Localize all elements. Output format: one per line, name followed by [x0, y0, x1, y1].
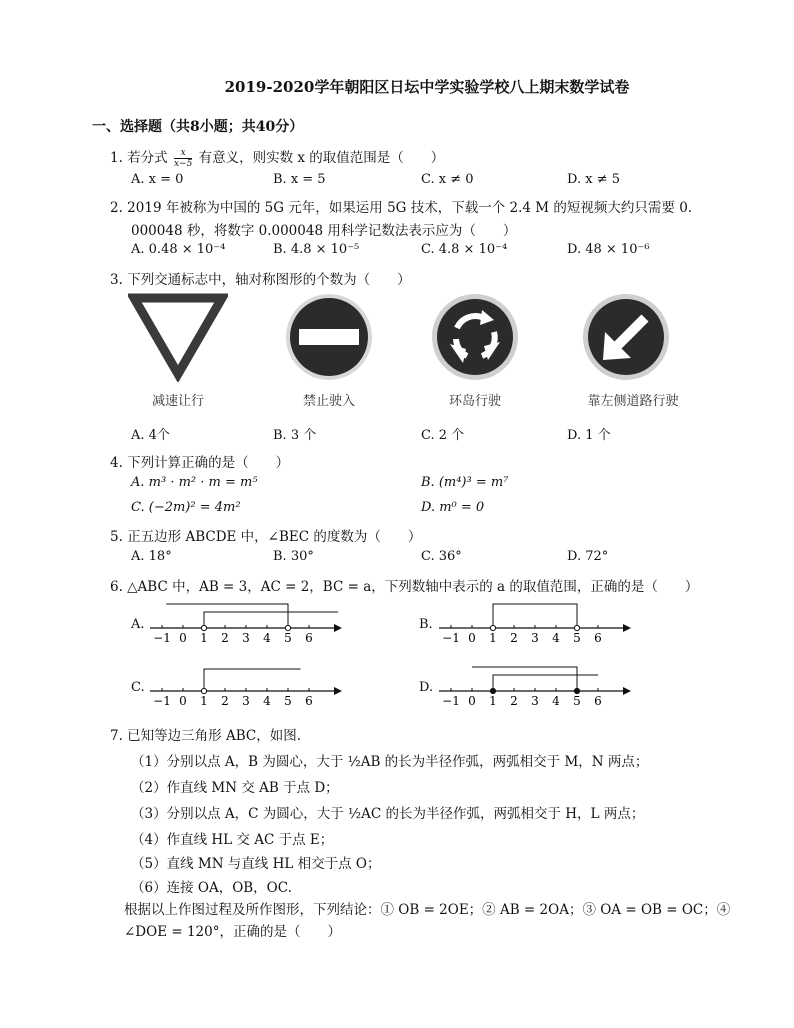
axis-arrow-icon: [334, 687, 342, 695]
roundabout-sign-icon: [430, 292, 520, 382]
range-bracket: [472, 667, 577, 689]
number-line-a: [148, 596, 348, 644]
tick-label: 5: [573, 694, 581, 707]
q4-option-b[interactable]: B. (m⁴)³ = m⁷: [421, 475, 509, 490]
endpoint-dot: [574, 688, 579, 693]
tick-label: 5: [284, 694, 292, 707]
q4-option-a[interactable]: A. m³ · m² · m = m⁵: [131, 475, 258, 490]
q2-line2: 000048 秒，将数字 0.000048 用科学记数法表示应为（ ）: [131, 223, 517, 239]
q3-option-a[interactable]: A. 4个: [131, 428, 170, 443]
q7-step-1: （1）分别以点 A，B 为圆心，大于 ½AB 的长为半径作弧，两弧相交于 M，N 两点；: [131, 754, 649, 770]
q2-option-c[interactable]: C. 4.8 × 10⁻⁴: [421, 242, 508, 257]
range-bracket: [204, 612, 338, 626]
q7-text: 7. 已知等边三角形 ABC，如图.: [110, 728, 302, 744]
q4-text: 4. 下列计算正确的是（ ）: [110, 455, 290, 471]
tick-label: 1: [489, 631, 497, 644]
sign-label-1: 减速让行: [151, 394, 204, 409]
tick-label: −1: [153, 631, 171, 644]
q1-fraction: [174, 148, 192, 169]
q3-option-b[interactable]: B. 3 个: [273, 428, 317, 443]
q5-option-d[interactable]: D. 72°: [567, 549, 609, 564]
q7-conclusion-line2: ∠DOE = 120°，正确的是（ ）: [124, 924, 341, 940]
tick-label: 3: [531, 631, 539, 644]
tick-label: 4: [552, 694, 560, 707]
tick-label: 0: [179, 694, 187, 707]
q7-step-3: （3）分别以点 A，C 为圆心，大于 ½AC 的长为半径作弧，两弧相交于 H，L 两点；: [131, 806, 645, 822]
q1-prefix: 1. 若分式: [110, 150, 168, 166]
q1-frac-den: x−5: [173, 159, 193, 169]
tick-label: 4: [263, 694, 271, 707]
tick-label: −1: [153, 694, 171, 707]
tick-label: 2: [221, 631, 229, 644]
tick-label: 6: [305, 694, 313, 707]
q7-step-4: （4）作直线 HL 交 AC 于点 E；: [131, 832, 334, 848]
sign-label-3: 环岛行驶: [448, 394, 501, 409]
tick-label: 5: [284, 631, 292, 644]
tick-label: 2: [221, 694, 229, 707]
q5-text: 5. 正五边形 ABCDE 中，∠BEC 的度数为（ ）: [110, 529, 422, 545]
range-bracket: [493, 675, 598, 689]
q2-option-b[interactable]: B. 4.8 × 10⁻⁵: [273, 242, 360, 257]
q5-option-c[interactable]: C. 36°: [421, 549, 462, 564]
tick-label: 2: [510, 631, 518, 644]
tick-label: 4: [552, 631, 560, 644]
q1-option-b[interactable]: B. x = 5: [273, 172, 326, 187]
tick-label: 1: [200, 631, 208, 644]
q4-option-d[interactable]: D. m⁰ = 0: [421, 500, 485, 515]
tick-label: 3: [242, 631, 250, 644]
keep-left-sign-icon: [581, 292, 671, 382]
number-line-c: [148, 659, 348, 707]
tick-label: −1: [442, 694, 460, 707]
q7-step-2: （2）作直线 MN 交 AB 于点 D；: [131, 780, 339, 796]
range-bracket: [166, 604, 288, 626]
q1-frac-num: x: [174, 148, 192, 159]
q6-option-a-label[interactable]: A.: [131, 617, 145, 632]
q6-text: 6. △ABC 中，AB = 3，AC = 2，BC = a，下列数轴中表示的 a 的取值范围，正确的是（ ）: [110, 579, 699, 595]
q1-option-c[interactable]: C. x ≠ 0: [421, 172, 474, 187]
endpoint-dot: [201, 625, 206, 630]
q7-conclusion-line1: 根据以上作图过程及所作图形，下列结论：① OB = 2OE；② AB = 2OA；③ OA = OB = OC；④: [124, 902, 731, 918]
q1-suffix: 有意义，则实数 x 的取值范围是（ ）: [198, 150, 445, 166]
sign-label-2: 禁止驶入: [302, 394, 355, 409]
yield-sign-icon: [128, 292, 228, 382]
no-entry-sign-icon: [284, 292, 374, 382]
tick-label: 6: [594, 694, 602, 707]
q1-option-a[interactable]: A. x = 0: [131, 172, 184, 187]
q6-option-d-label[interactable]: D.: [419, 680, 434, 695]
range-bracket: [204, 669, 301, 689]
q3-option-c[interactable]: C. 2 个: [421, 428, 465, 443]
tick-label: 1: [489, 694, 497, 707]
q1-option-d[interactable]: D. x ≠ 5: [567, 172, 620, 187]
sign-label-4: 靠左侧道路行驶: [587, 394, 679, 409]
tick-label: 0: [468, 631, 476, 644]
section-heading: 一、选择题（共8小题；共40分）: [92, 119, 304, 135]
q4-option-c[interactable]: C. (−2m)² = 4m²: [131, 500, 241, 515]
q3-text: 3. 下列交通标志中，轴对称图形的个数为（ ）: [110, 272, 411, 288]
q3-option-d[interactable]: D. 1 个: [567, 428, 611, 443]
tick-label: 6: [594, 631, 602, 644]
q2-option-d[interactable]: D. 48 × 10⁻⁶: [567, 242, 650, 257]
tick-label: 3: [242, 694, 250, 707]
number-line-d: [437, 659, 637, 707]
axis-arrow-icon: [334, 624, 342, 632]
tick-label: 3: [531, 694, 539, 707]
endpoint-dot: [201, 688, 206, 693]
q5-option-b[interactable]: B. 30°: [273, 549, 314, 564]
axis-arrow-icon: [623, 687, 631, 695]
q7-step-5: （5）直线 MN 与直线 HL 相交于点 O；: [131, 856, 381, 872]
tick-label: 0: [468, 694, 476, 707]
tick-label: 6: [305, 631, 313, 644]
q2-option-a[interactable]: A. 0.48 × 10⁻⁴: [131, 242, 226, 257]
q6-option-b-label[interactable]: B.: [419, 617, 433, 632]
tick-label: −1: [442, 631, 460, 644]
tick-label: 1: [200, 694, 208, 707]
number-line-b: [437, 596, 637, 644]
axis-arrow-icon: [623, 624, 631, 632]
q5-option-a[interactable]: A. 18°: [131, 549, 172, 564]
q2-line1: 2. 2019 年被称为中国的 5G 元年，如果运用 5G 技术，下载一个 2.4 M 的短视频大约只需要 0.: [110, 200, 693, 216]
endpoint-dot: [285, 625, 290, 630]
q7-step-6: （6）连接 OA，OB，OC.: [131, 880, 292, 896]
tick-label: 5: [573, 631, 581, 644]
question-1: [110, 146, 444, 169]
q6-option-c-label[interactable]: C.: [131, 680, 145, 695]
tick-label: 4: [263, 631, 271, 644]
exam-title: 2019-2020学年朝阳区日坛中学实验学校八上期末数学试卷: [224, 78, 630, 96]
tick-label: 0: [179, 631, 187, 644]
endpoint-dot: [490, 688, 495, 693]
endpoint-dot: [574, 625, 579, 630]
range-bracket: [493, 604, 577, 626]
tick-label: 2: [510, 694, 518, 707]
endpoint-dot: [490, 625, 495, 630]
